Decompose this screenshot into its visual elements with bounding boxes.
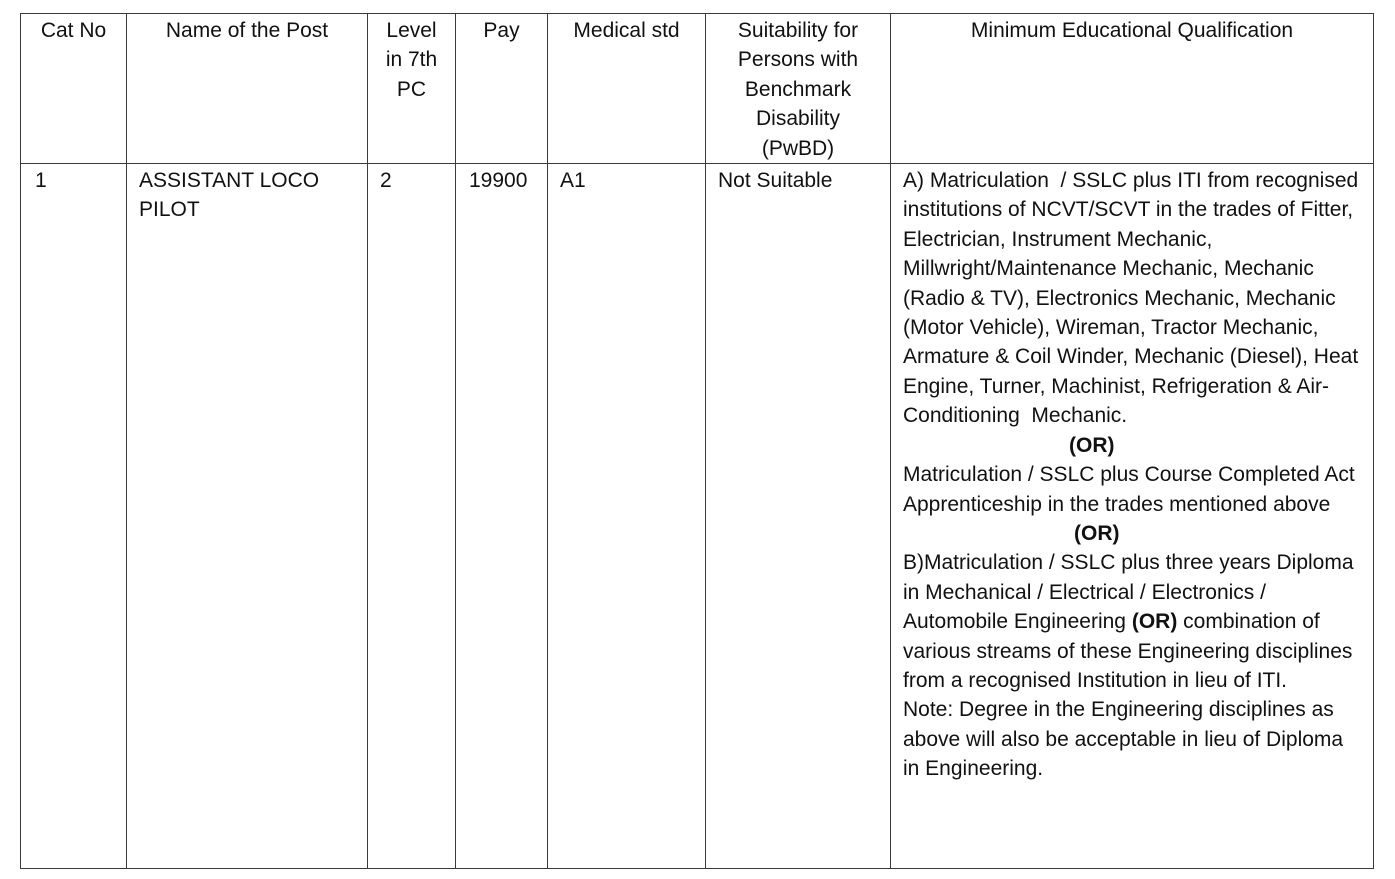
header-pay: Pay [456, 14, 548, 164]
or-separator: (OR) [1074, 521, 1120, 545]
or-separator: (OR) [1069, 433, 1115, 457]
header-level-line: PC [396, 77, 427, 101]
header-pwbd-line: Benchmark [744, 77, 852, 101]
qualification-part-a: A) Matriculation / SSLC plus ITI from recognised institutions of NCVT/SCVT in the trades of Fitter, Electrician, Instrument Mechanic, Millwright/Maintenance Mechanic, Mechanic (Radio & TV), Electronics Mechanic, Mechanic (Motor Vehicle), Wireman, Tractor Mechanic, Armature & Coil Winder, Mechanic (Diesel), Heat Engine, Turner, Machinist, Refrigeration & Air- Conditioning Mechanic. [903, 169, 1365, 428]
header-pwbd-suitability [706, 14, 891, 164]
cell-level: 2 [368, 164, 456, 869]
header-level [368, 14, 456, 164]
cell-pwbd-suitability: Not Suitable [706, 164, 891, 869]
qualification-part-b-continued: combination of various streams of these Engineering disciplines from a recognised Institution in lieu of ITI. [903, 610, 1359, 692]
or-inline: (OR) [1131, 610, 1178, 634]
qualification-part-b-text: B)Matriculation / SSLC plus three years Diploma in Mechanical / Electrical / Electronics / Automobile Engineering [903, 551, 1360, 634]
header-pwbd-line: Suitability for [737, 19, 859, 42]
cell-post-name: ASSISTANT LOCO PILOT [127, 164, 368, 869]
qualification-part-a-alternative: Matriculation / SSLC plus Course Completed Act Apprenticeship in the trades mentioned above [903, 463, 1360, 516]
qualification-note: Note: Degree in the Engineering disciplines as above will also be acceptable in lieu of Diploma in Engineering. [903, 698, 1349, 781]
header-pwbd-line: Disability [755, 107, 841, 131]
cell-cat-no: 1 [21, 164, 127, 869]
table-header-row [21, 14, 1374, 164]
header-medical-std: Medical std [548, 14, 706, 164]
recruitment-table [20, 13, 1374, 869]
cell-medical-std: A1 [548, 164, 706, 869]
header-level-line: in 7th [385, 48, 438, 72]
header-qualification: Minimum Educational Qualification [891, 14, 1374, 164]
table-row [21, 164, 1374, 869]
header-level-line: Level [386, 19, 437, 42]
header-cat-no: Cat No [21, 14, 127, 164]
cell-pay: 19900 [456, 164, 548, 869]
qualification-part-b [903, 548, 1361, 695]
header-pwbd-line: Persons with [737, 48, 859, 72]
cell-qualification [891, 164, 1374, 869]
header-pwbd-line: (PwBD) [761, 136, 835, 160]
header-post-name: Name of the Post [127, 14, 368, 164]
